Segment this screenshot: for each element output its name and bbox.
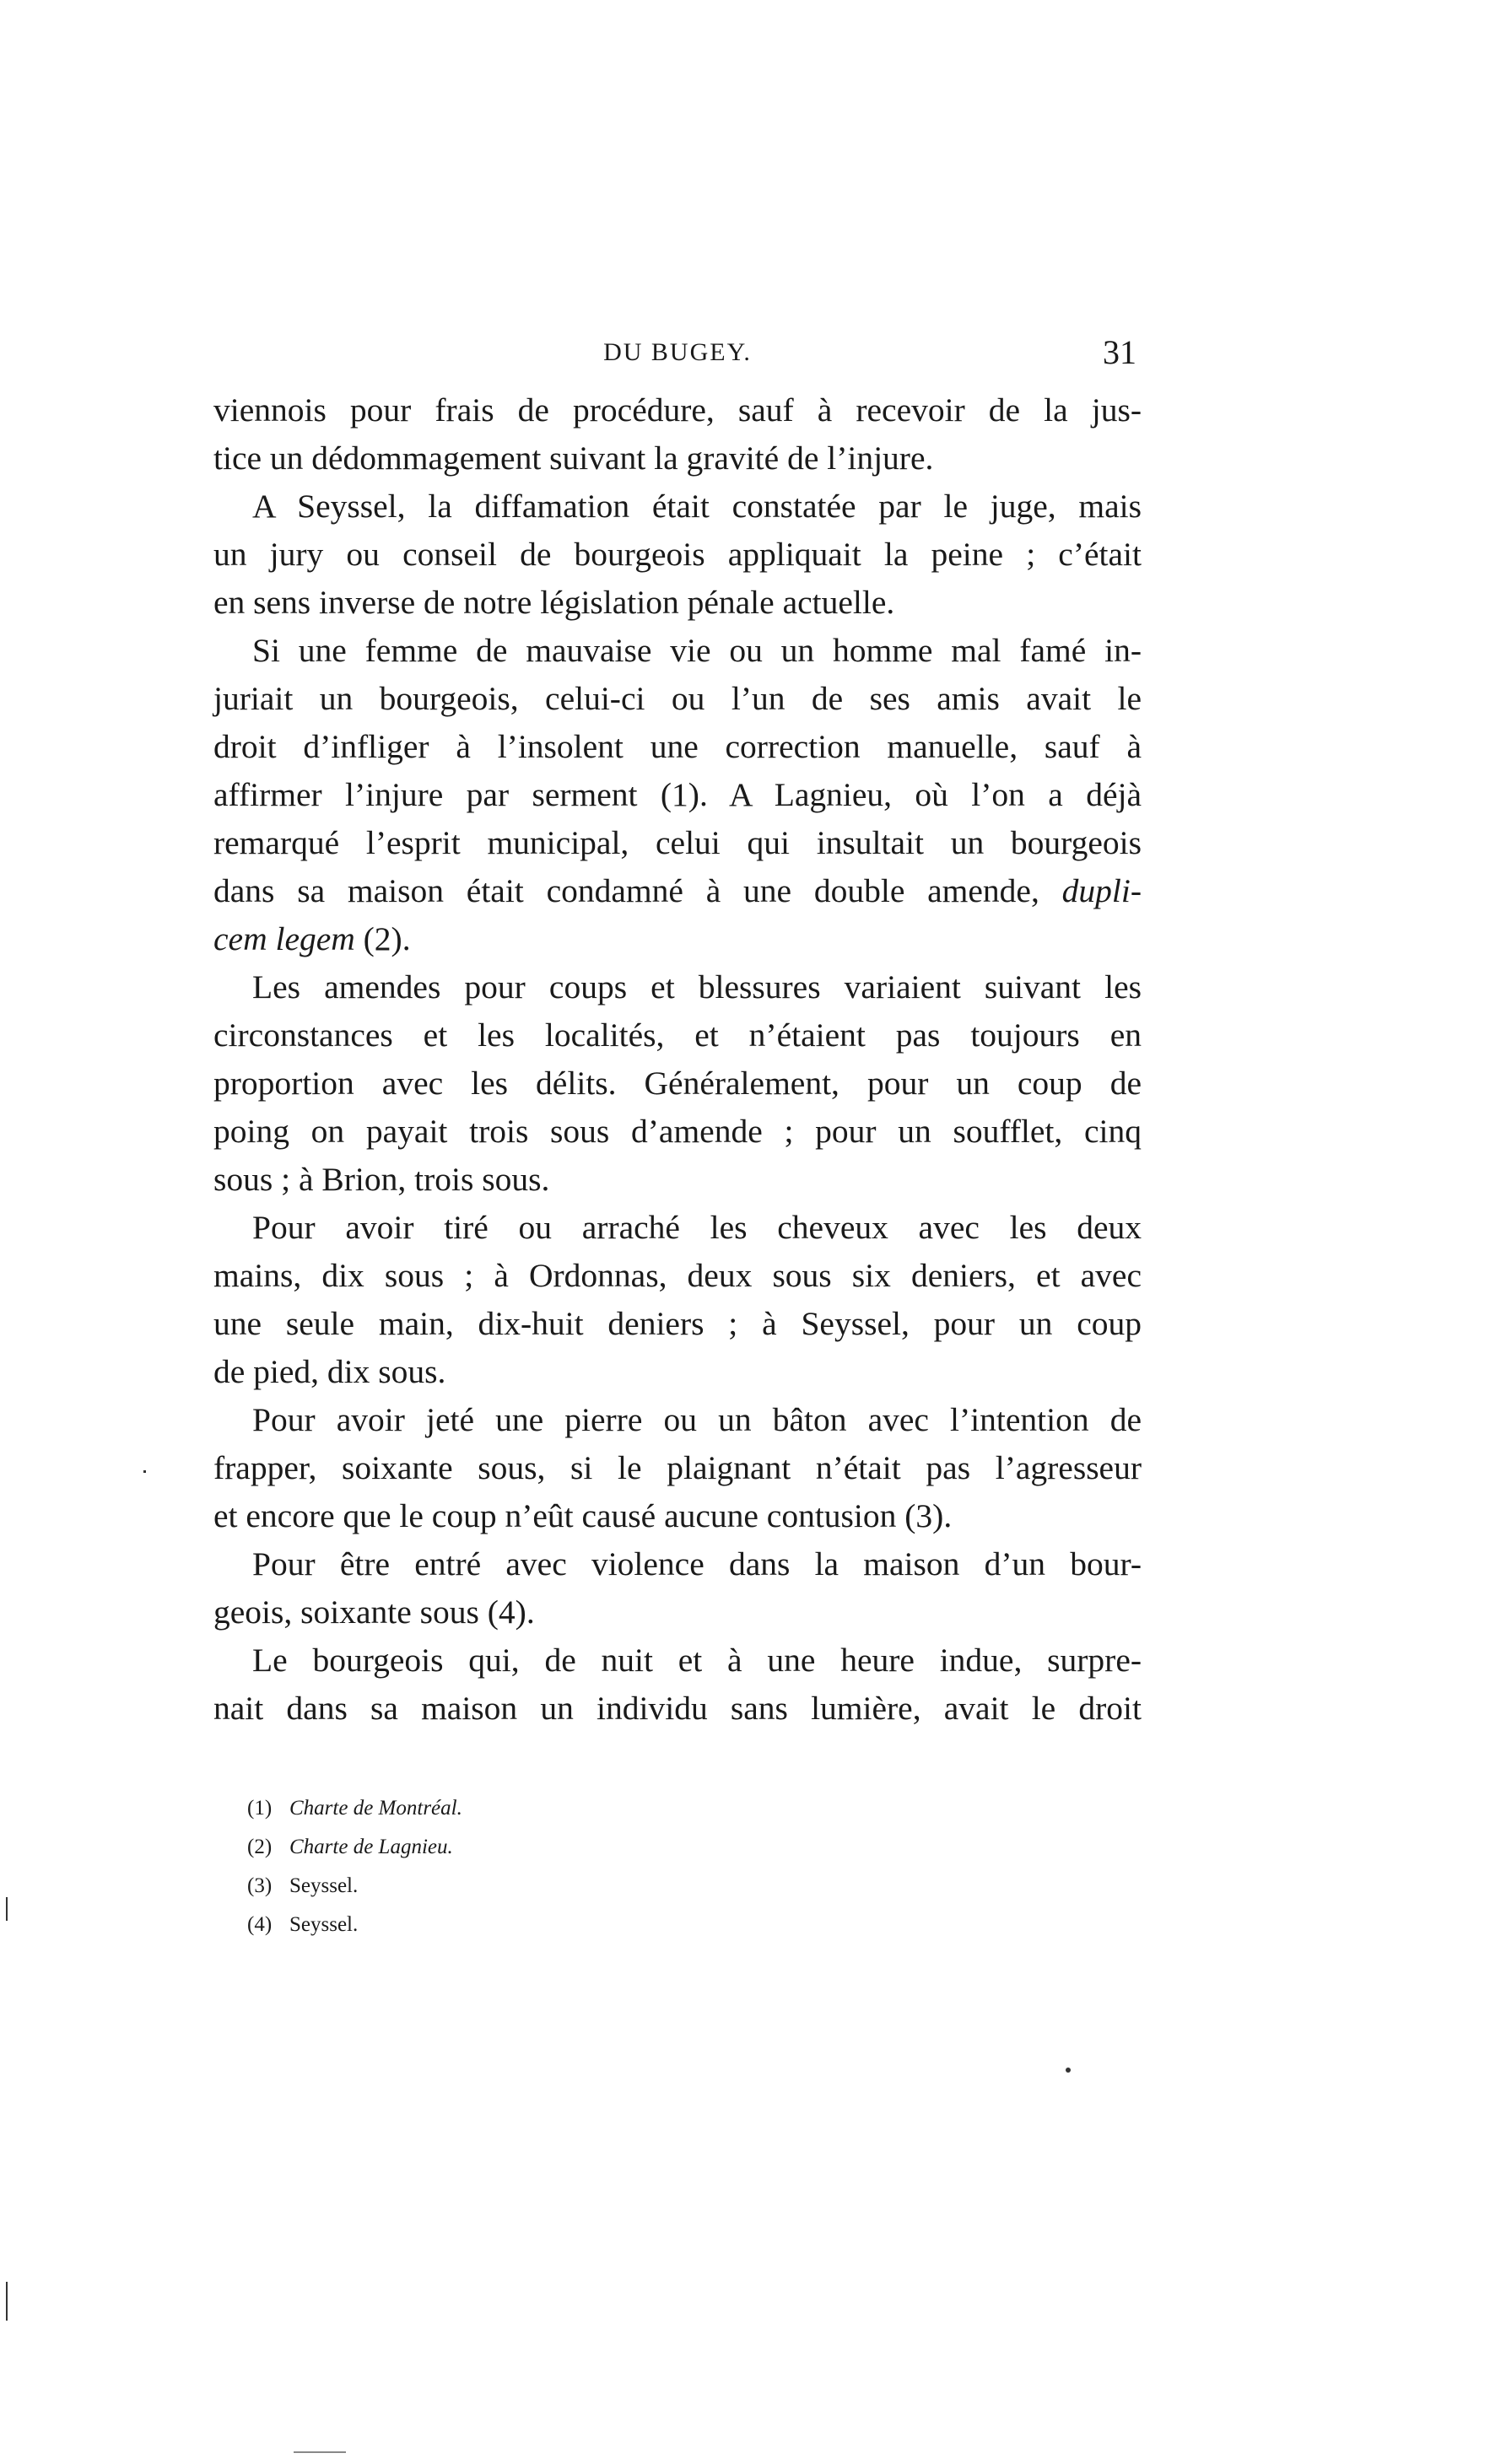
text-line: tice un dédommagement suivant la gravité de l’injure. xyxy=(213,439,934,477)
text-line: une seule main, dix-huit deniers ; à Seyssel, pour un coup xyxy=(213,1305,1142,1342)
scan-speck xyxy=(1066,2068,1071,2073)
paragraph xyxy=(213,483,1142,627)
scan-mark xyxy=(143,1470,146,1473)
text-line: juriait un bourgeois, celui-ci ou l’un de ses amis avait le xyxy=(213,680,1142,717)
text-line xyxy=(213,915,1142,963)
footnote xyxy=(247,1867,838,1906)
text-line: Pour avoir jeté une pierre ou un bâton avec l’intention de xyxy=(252,1401,1142,1438)
paragraph xyxy=(213,1636,1142,1733)
text-line: Pour être entré avec violence dans la maison d’un bour- xyxy=(252,1545,1142,1582)
text-line: un jury ou conseil de bourgeois appliquait la peine ; c’était xyxy=(213,536,1142,573)
text-line: de pied, dix sous. xyxy=(213,1353,446,1390)
paragraph xyxy=(213,1204,1142,1396)
paragraph xyxy=(213,963,1142,1204)
footnote-number: (1) xyxy=(247,1797,273,1820)
text-line: Pour avoir tiré ou arraché les cheveux avec les deux xyxy=(252,1209,1142,1246)
text-line: frapper, soixante sous, si le plaignant n’était pas l’agresseur xyxy=(213,1449,1142,1486)
text-line: viennois pour frais de procédure, sauf à recevoir de la jus- xyxy=(213,391,1142,429)
footnotes xyxy=(247,1789,838,1944)
footnote-number: (4) xyxy=(247,1913,273,1936)
footnote-text: Charte de Montréal. xyxy=(289,1797,462,1820)
text-line: poing on payait trois sous d’amende ; pour un soufflet, cinq xyxy=(213,1113,1142,1150)
text-line: Les amendes pour coups et blessures variaient suivant les xyxy=(252,968,1142,1006)
scan-mark xyxy=(6,2282,8,2321)
body-text xyxy=(213,386,1142,1733)
text-line xyxy=(213,867,1142,915)
footnote-number: (3) xyxy=(247,1874,273,1897)
text-line: affirmer l’injure par serment (1). A Lagnieu, où l’on a déjà xyxy=(213,776,1142,813)
italic-run: dupli- xyxy=(1061,872,1142,909)
text-line: A Seyssel, la diffamation était constatée par le juge, mais xyxy=(252,488,1142,525)
footnote-text: Seyssel. xyxy=(289,1874,359,1897)
text-line: remarqué l’esprit municipal, celui qui insultait un bourgeois xyxy=(213,824,1142,861)
scan-mark xyxy=(6,1897,8,1921)
text-line: en sens inverse de notre législation pénale actuelle. xyxy=(213,584,895,621)
footnote xyxy=(247,1906,838,1944)
footnote-number: (2) xyxy=(247,1836,273,1858)
text-line: Si une femme de mauvaise vie ou un homme mal famé in- xyxy=(252,632,1142,669)
footnote xyxy=(247,1789,838,1828)
running-title: DU BUGEY. xyxy=(603,338,752,366)
running-head xyxy=(213,332,1142,374)
page-number: 31 xyxy=(1103,333,1136,371)
text-line: proportion avec les délits. Généralement, pour un coup de xyxy=(213,1065,1142,1102)
paragraph xyxy=(213,1396,1142,1540)
text-line: circonstances et les localités, et n’étaient pas toujours en xyxy=(213,1016,1142,1054)
footnote xyxy=(247,1828,838,1867)
footnote-text: Charte de Lagnieu. xyxy=(289,1836,453,1858)
italic-run: cem legem xyxy=(213,920,355,957)
text-run: dans sa maison était condamné à une double amende, xyxy=(213,872,1062,909)
scan-mark xyxy=(294,2451,346,2453)
text-line: Le bourgeois qui, de nuit et à une heure indue, surpre- xyxy=(252,1642,1142,1679)
paragraph xyxy=(213,1540,1142,1636)
text-line: et encore que le coup n’eût causé aucune contusion (3). xyxy=(213,1497,953,1534)
text-line: droit d’infliger à l’insolent une correction manuelle, sauf à xyxy=(213,728,1142,765)
paragraph xyxy=(213,627,1142,963)
footnote-text: Seyssel. xyxy=(289,1913,359,1936)
text-line: nait dans sa maison un individu sans lumière, avait le droit xyxy=(213,1690,1142,1727)
text-line: geois, soixante sous (4). xyxy=(213,1593,535,1631)
text-run: (2). xyxy=(354,920,411,957)
paragraph xyxy=(213,386,1142,483)
text-line: sous ; à Brion, trois sous. xyxy=(213,1161,550,1198)
text-line: mains, dix sous ; à Ordonnas, deux sous six deniers, et avec xyxy=(213,1257,1142,1294)
